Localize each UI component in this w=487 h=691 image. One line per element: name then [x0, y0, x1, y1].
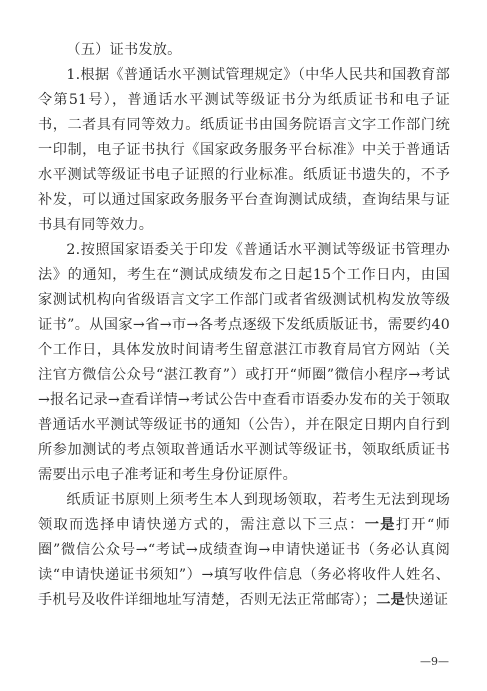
page-number: —9—: [420, 655, 449, 668]
paragraph-2: 2.按照国家语委关于印发《普通话水平测试等级证书管理办法》的通知，考生在“测试成绩发布之日起15个工作日内，由国家测试机构向省级语言文字工作部门或者省级测试机构发放等级证书”。从国家→省→市→各考点逐级下发纸质版证书，需要约40个工作日，具体发放时间请考生留意湛江市教育局官方网站（关注官方微信公众号“湛江教育”）或打开“师圈”微信小程序→考试→报名记录→查看详情→考试公告中查看市语委办发布的关于领取普通话水平测试等级证书的通知（公告），并在限定日期内自行到所参加测试的考点领取普通话水平测试等级证书，领取纸质证书需要出示电子准考证和考生身份证原件。: [38, 242, 450, 483]
point-two-text: 快递证: [404, 592, 449, 608]
point-one-label: 一是: [364, 517, 396, 533]
point-two-label: 二是: [376, 592, 405, 608]
paragraph-3: [38, 488, 450, 613]
paragraph-1: 1.根据《普通话水平测试管理规定》（中华人民共和国教育部令第51号），普通话水平测试等级证书分为纸质证书和电子证书，二者具有同等效力。纸质证书由国务院语言文字工作部门统一印制，电子证书执行《国家政务服务平台标准》中关于普通话水平测试等级证书电子证照的行业标准。纸质证书遗失的，不予补发，可以通过国家政务服务平台查询测试成绩，查询结果与证书具有同等效力。: [38, 67, 450, 233]
point-one-text: 打开“师圈”微信公众号→“考试→成绩查询→申请快递证书（务必认真阅读“申请快递证书须知”）→填写收件信息（务必将收件人姓名、手机号及收件详细地址写清楚，否则无法正常邮寄）；: [38, 517, 451, 608]
section-heading: （五）证书发放。: [66, 42, 182, 58]
document-body: [38, 38, 450, 613]
paragraph-3-intro: 纸质证书原则上须考生本人到现场领取，若考生无法到现场领取而选择申请快递方式的，需注意以下三点：: [38, 492, 450, 533]
